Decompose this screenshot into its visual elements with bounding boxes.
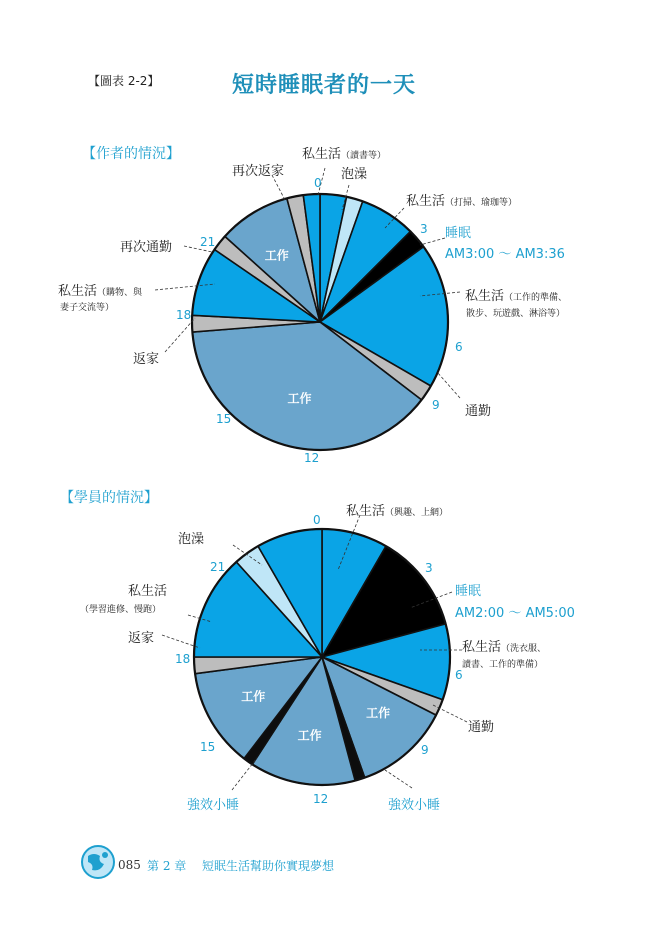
hour-label: 18 — [176, 308, 192, 322]
annotation-bath: 泡澡 — [341, 167, 368, 182]
annotation-private-hobby: 私生活（興趣、上網） — [346, 504, 449, 519]
annotation-private-shop: 私生活（購物、與 — [58, 284, 143, 299]
page-title: 短時睡眠者的一天 — [232, 72, 417, 98]
slice-label-work: 工作 — [366, 706, 391, 721]
pie-chart-student — [194, 529, 450, 785]
slice-label-work: 工作 — [264, 248, 289, 263]
hour-label: 21 — [210, 560, 226, 574]
hour-label: 9 — [421, 743, 429, 757]
annotation-private-reading: 私生活（讀書等） — [302, 147, 387, 162]
hour-label: 15 — [216, 412, 232, 426]
section-title-student: 【學員的情況】 — [60, 490, 158, 506]
annotation-sleep-time: AM3:00 ～ AM3:36 — [445, 247, 565, 262]
annotation-private-study: 私生活 — [128, 584, 168, 599]
annotation-private-shop-note: 妻子交流等） — [60, 303, 115, 313]
annotation-private-prep: 私生活（工作的準備、 — [465, 289, 568, 304]
annotation-private-clean: 私生活（打掃、瑜珈等） — [406, 194, 518, 209]
annotation-private-laundry: 私生活（洗衣服、 — [462, 640, 547, 655]
annotation-commute-again: 再次通勤 — [120, 240, 173, 255]
annotation-return-again: 再次返家 — [232, 164, 285, 179]
annotation-power-nap-right: 強效小睡 — [388, 798, 441, 813]
section-title-author: 【作者的情況】 — [82, 146, 180, 162]
hour-label: 9 — [432, 398, 440, 412]
hour-label: 0 — [313, 513, 321, 527]
slice-label-work: 工作 — [297, 728, 322, 743]
annotation-sleep-time: AM2:00 ～ AM5:00 — [455, 606, 575, 621]
page-number: 085 — [118, 858, 141, 872]
hour-label: 0 — [314, 176, 322, 190]
slice-label-work: 工作 — [287, 391, 312, 406]
hour-label: 18 — [175, 652, 191, 666]
hour-label: 3 — [420, 222, 428, 236]
hour-label: 6 — [455, 668, 463, 682]
annotation-bath: 泡澡 — [178, 532, 205, 547]
hour-label: 12 — [313, 792, 329, 806]
annotation-private-study-note: （學習進修、慢跑） — [80, 605, 162, 615]
hour-label: 21 — [200, 235, 216, 249]
globe-icon — [78, 842, 118, 882]
hour-label: 6 — [455, 340, 463, 354]
figure-label: 【圖表 2-2】 — [88, 74, 160, 88]
annotation-private-prep-note: 散步、玩遊戲、淋浴等） — [466, 309, 566, 319]
hour-label: 12 — [304, 451, 320, 465]
annotation-sleep: 睡眠 — [445, 226, 472, 241]
annotation-power-nap-left: 強效小睡 — [187, 798, 240, 813]
hour-label: 3 — [425, 561, 433, 575]
annotation-commute: 通勤 — [468, 720, 495, 735]
annotation-sleep: 睡眠 — [455, 584, 482, 599]
book-title: 短眠生活幫助你實現夢想 — [202, 859, 335, 873]
annotation-private-laundry-note: 讀書、工作的準備） — [462, 660, 544, 670]
chapter-label: 第 2 章 — [147, 859, 187, 873]
annotation-return: 返家 — [128, 631, 155, 646]
annotation-return: 返家 — [133, 352, 160, 367]
annotation-commute: 通勤 — [465, 404, 492, 419]
hour-label: 15 — [200, 740, 216, 754]
slice-label-work: 工作 — [241, 689, 266, 704]
